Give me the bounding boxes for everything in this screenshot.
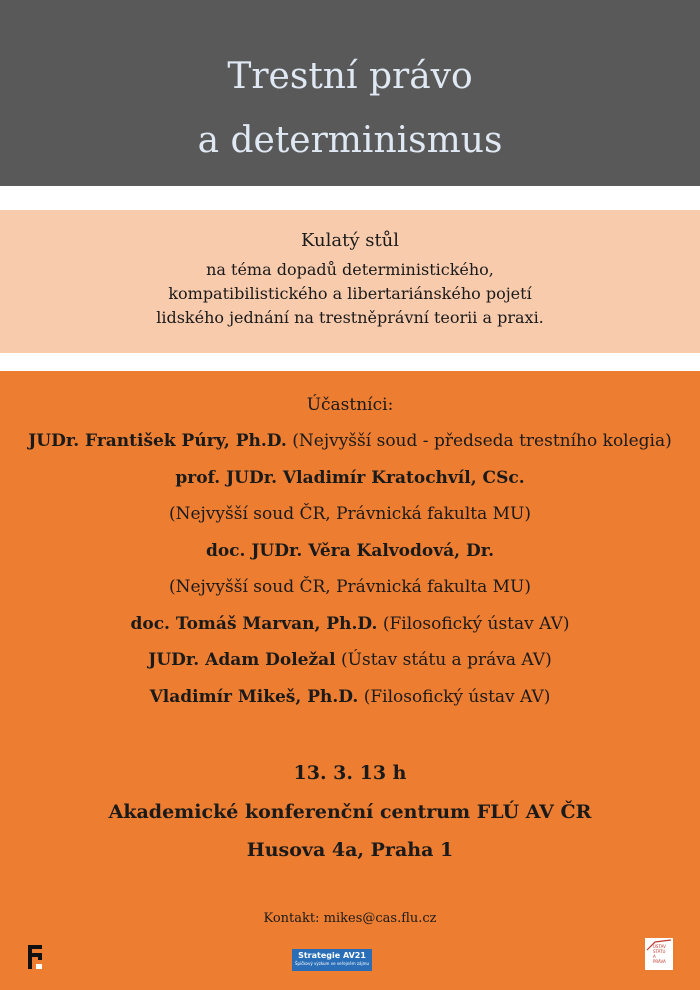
event-address: Husova 4a, Praha 1 bbox=[246, 839, 454, 861]
title-line-1: Trestní právo bbox=[227, 56, 473, 97]
participant-row bbox=[0, 569, 700, 606]
roundtable-heading: Kulatý stůl bbox=[300, 230, 400, 251]
participant-affiliation: (Filosofický ústav AV) bbox=[358, 686, 551, 707]
participant-row bbox=[0, 460, 700, 497]
participant-row bbox=[0, 679, 700, 716]
participant-affiliation: (Ústav státu a práva AV) bbox=[335, 650, 552, 670]
participant-affiliation: (Filosofický ústav AV) bbox=[377, 613, 570, 634]
ustav-logo-text: ÚSTAV STÁTU A PRÁVA bbox=[653, 944, 666, 964]
participant-row bbox=[0, 423, 700, 460]
participant-name: JUDr. Adam Doležal bbox=[148, 650, 336, 670]
topic-line-3: lidského jednání na trestněprávní teorii a praxi. bbox=[156, 308, 544, 327]
strategie-logo-title: Strategie AV21 bbox=[298, 951, 366, 960]
flu-logo-icon bbox=[28, 945, 44, 969]
event-details bbox=[0, 754, 700, 870]
participants-title: Účastníci: bbox=[306, 395, 394, 415]
participant-name: Vladimír Mikeš, Ph.D. bbox=[149, 686, 359, 707]
participant-affiliation: (Nejvyšší soud ČR, Právnická fakulta MU) bbox=[168, 504, 532, 524]
participants-section bbox=[0, 387, 700, 715]
ustav-statu-a-prava-logo bbox=[645, 938, 673, 970]
participant-affiliation: (Nejvyšší soud - předseda trestního kolegia) bbox=[286, 431, 672, 451]
title-line-2: a determinismus bbox=[197, 120, 503, 161]
participant-row bbox=[0, 496, 700, 533]
strategie-logo-tagline: Špičkový výzkum ve veřejném zájmu bbox=[294, 961, 370, 966]
participant-row bbox=[0, 533, 700, 570]
participant-name: doc. Tomáš Marvan, Ph.D. bbox=[130, 613, 378, 634]
topic-line-1: na téma dopadů deterministického, bbox=[206, 260, 494, 279]
main-panel bbox=[0, 371, 700, 990]
participant-name: prof. JUDr. Vladimír Kratochvíl, CSc. bbox=[175, 467, 525, 488]
participant-name: doc. JUDr. Věra Kalvodová, Dr. bbox=[205, 540, 495, 561]
topic-line-2: kompatibilistického a libertariánského pojetí bbox=[168, 284, 532, 303]
white-divider-top bbox=[0, 186, 700, 210]
strategie-av21-logo bbox=[292, 949, 372, 971]
title-header bbox=[0, 0, 700, 186]
participant-affiliation: (Nejvyšší soud ČR, Právnická fakulta MU) bbox=[168, 577, 532, 597]
white-divider-bottom bbox=[0, 353, 700, 371]
event-date: 13. 3. 13 h bbox=[293, 762, 407, 784]
contact-line: Kontakt: mikes@cas.flu.cz bbox=[263, 911, 437, 926]
participant-row bbox=[0, 606, 700, 643]
topic-band bbox=[0, 210, 700, 353]
participant-row bbox=[0, 642, 700, 679]
participant-name: JUDr. František Púry, Ph.D. bbox=[28, 431, 287, 451]
event-venue: Akademické konferenční centrum FLÚ AV ČR bbox=[108, 800, 592, 823]
